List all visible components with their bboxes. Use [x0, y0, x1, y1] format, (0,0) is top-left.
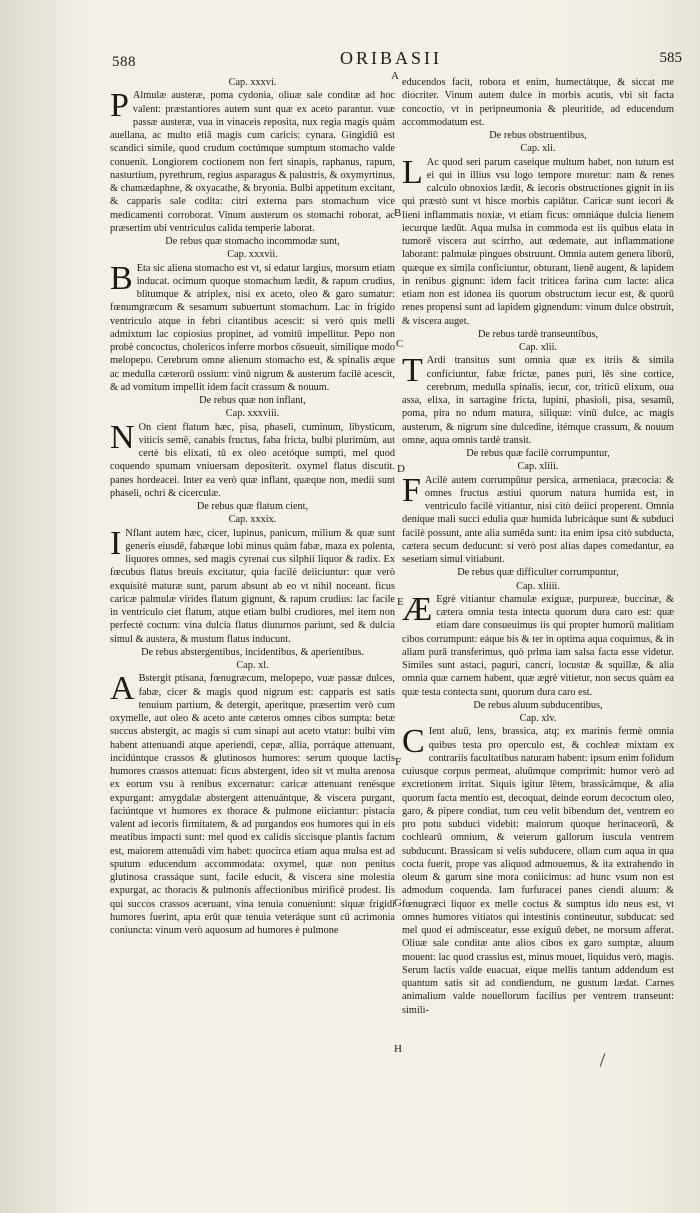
paragraph — [402, 471, 674, 567]
paragraph — [110, 418, 395, 501]
drop-cap: I — [110, 524, 122, 562]
paragraph — [402, 725, 674, 1017]
drop-cap: A — [110, 670, 135, 708]
chapter-heading: De rebus tardè transeuntibus, — [477, 328, 599, 340]
chapter-number: Cap. xlv. — [519, 713, 557, 724]
margin-letter: F — [395, 756, 402, 768]
chapter-number: Cap. xlii. — [518, 342, 558, 353]
drop-cap: L — [402, 153, 423, 191]
paragraph — [110, 524, 395, 646]
margin-letter: E — [397, 596, 404, 608]
margin-letter: B — [394, 207, 402, 219]
paragraph — [402, 590, 674, 699]
chapter-heading: De rebus abstergentibus, incidentibus, & aperientibus. — [141, 646, 364, 658]
drop-cap: C — [402, 723, 425, 761]
paragraph-text: Egrè vitiantur chamulæ exiguæ, purpureæ, buccinæ, & cætera omnia testa intecta quorum dura caro est: quæ etiam dare consueuimus iis qui propter humorū malitiam cibos corrumpunt: eáque bis & ter in optima aqua coquimus, & in aliam purā transferimus, quò prima iam salsa facta esse videtur. Similes sunt astaci, paguri, cancri, locustæ & squillæ, & alia omnia quæ carnem habent, quæ ægrè vitietur, non secus quàm ea quæ testa contecta sunt, quorum dura caro est. — [402, 593, 674, 698]
chapter-heading: De rebus obstruentibus, — [489, 130, 587, 141]
paragraph — [110, 89, 395, 235]
margin-letter: G — [394, 897, 402, 909]
chapter-heading: De rebus aluum subducentibus, — [473, 699, 603, 711]
chapter-number: Cap. xxxviii. — [225, 408, 280, 420]
drop-cap: F — [402, 471, 421, 509]
chapter-heading: De rebus quæ flatum cient, — [196, 501, 309, 512]
page-number-right: 585 — [659, 50, 682, 66]
drop-cap: N — [110, 418, 135, 456]
paragraph-text: Nflant autem hæc, cicer, lupinus, panicum, milium & quæ sunt generis eiusdē, fabæque lobi minus quàm fabæ, maza ex polenta, liquores omnes, sed magis cyrenai cus silphii liquor & radix. Ex fœcubus flatus breuis excitatur, quia facilè deiiciuntur: quæ verò exquisitè maturæ sunt, parum absunt ab eo vt nihil noceant. ficus caricæ palmulæ virides flatum gignunt, & rapum crudius: lac facile in ventriculo ciet flatum, atque etiam bulbi crudiores, mel item non perfectè coctum: vina dulcia flatus diuturnos pariunt, sed & dulcia simul & austera, & mustum flatus inducunt. — [110, 527, 395, 645]
chapter-number: Cap. xxxix. — [228, 514, 277, 526]
gutter-shadow — [0, 0, 90, 1213]
margin-letter: D — [397, 463, 405, 475]
page-number-left: 588 — [112, 54, 136, 70]
paragraph-text: Ac quod seri parum caseique multum habet, non tutum est ei qui in illius vsu logo tempore moretur: nam & renes calculo obnoxios lædit, & iecoris obstructiones gignit in iis qui præstò sunt vt hisce morbis capiātur. Caricæ sunt iecori & lieni inflammatis noxiæ, vt etiam ficus: omniáque dulcia lienem iecurque lædūt. Aqua mulsa in commoda est iis quibus elata in tumorē viscera aut scirrho, aut œdemate, aut inflammatione laborant: palmulæ pingues obstruunt. Omnia autem genera liborū, quæque ex simila conficiuntur, obturant, lienē augent, & lapidem in renibus gignunt: idem facit triticea farina cum lacte: alica etiam non est idonea iis quorum obstructum iecur est, & quorū renes propensi sunt ad lapidem gignendum: vinum dulce obstruit, & viscera auget. — [402, 156, 674, 327]
ink-mark — [600, 1053, 606, 1066]
chapter-heading: De rebus quæ non inflant, — [199, 395, 306, 406]
drop-cap: T — [402, 352, 423, 390]
paragraph-text: educendos facit, robora et enim, humectátque, & siccat me diocriter. Vinum autem dulce in morbis acutis, vbi sit facta concoctio, vt in peripneumonia & pleuritide, ad educendum accommodatum est. — [402, 77, 674, 128]
chapter-number: Cap. xliii. — [517, 461, 559, 473]
chapter-heading: De rebus quæ difficulter corrumpuntur, — [457, 567, 619, 579]
margin-letter: C — [396, 338, 404, 350]
drop-cap: B — [110, 259, 133, 297]
paragraph-text: Eta sic aliena stomacho est vt, si edatur largius, morsum etiam inducat. ocimum quoque stomachum lædit, & rapum crudius, blitumque & atriplex, nisi ex aceto, oleo & garo sumatur: fœnumgræcum & sesamum subuertunt stomachum. Lac in frigido ventriculo atque in febri citantibus acescit: si verò quis melli admixtum lac copiosius propinet, ad vomitū impellitur. Pepo non probè concoctus, cholericos inferre morbos cōsueuit, similique modo melopepo. Cerebrum omne alienum stomacho est, & spinalis æque ac medulla cæterorū ossium: vinū nigrum & austerum facilè acescit, & ad vomitum impellit idem facit crassum & nouum. — [110, 262, 395, 393]
running-title: ORIBASII — [339, 48, 442, 68]
left-column — [110, 76, 395, 937]
paragraph-text: Almulæ austeræ, poma cydonia, oliuæ sale conditæ ad hoc valent: præstantiores autem sunt quæ ex aceto parantur. vuæ passæ austeræ, vua in vinaceis reposita, nux regia magis quàm auellana, ac multo etiâ magis cum caricis: cynara. Gingidiū est scandici simile, quod crudum coctúmque sumptum stomacho valde conuenit. Longiorem coctionem non fert sinapis, raphanus, rapum, nasturtium, pyrethrum, regius asparagus & palustris, & oxymyrtinus, & chamædaphne, & oxyacathe, & bryonia. Bulbi appetitum excitant, & capparis sale codita: citri externa pars stomachum vice medicamenti corroborat. Vinum austerum os stomachi roborat, ac præsertim ubi ventriculus calida temperie laborat. — [110, 90, 395, 234]
paragraph — [402, 354, 674, 447]
paragraph-text: Ient aluū, lens, brassica, atq; ex marinis fermè omnia quibus testa pro operculo est, & cochleæ mixtam ex contrariis facultatibus naturam habent: ipsum enim folidum cuiusque corpus permeat, aluūmque comprimit: humor verò ad excretionem irritat. Siquis igitur lētem, brassicámque, & alia quorum facta mentio est, decoquat, deinde eorum decoctum oleo, garo, & pipere condiat, tum ceu velit bibendum det, ventrem eo pro potu subduci videbit: maiorum quoque herinaceorū, & cochlearū omnium, & veterum gallorum iuscula ventrem subducunt. Brassicam si velis subducere, ollam cum aqua in qua cocta fuerit, prope vas aliquod admouemus, & ita extrahendo in oleum & garum sine mora coniicimus: ad hunc vsum non est admodum coquenda. Iam furfuracei panes ciendi aluum: & fœnugræci liquor ex melle coctus & sumptus ido neus est, vt omnes humores vitiatos qui intestinis contineutur, subducat: sed mel quod ei admisceatur, esse exiguū debet, ne morsum afferat. Oliuæ sale conditæ ante alios cibos ex garo sumptæ, aluum mouent: lac quod crassius est, minus mouet, liquidus verò, magis. Serum lactis valde euacuat, eique mellis tantum addendum est quantum satis sit ad condiendum, ne gustum lædat. Carnes animalium valde nouellorum facilius per ventrem transeunt: simili- — [402, 726, 674, 1016]
chapter-number: Cap. xxxvii. — [227, 249, 278, 261]
chapter-number: Cap. xliiii. — [516, 580, 560, 592]
chapter-number: Cap. xxxvi. — [228, 77, 277, 88]
margin-letter: H — [394, 1043, 402, 1055]
paragraph-text: Acilè autem corrumpūtur persica, armeniaca, præcocia: & omnes fructus æstiui quorum natura humida est, in ventriculo facilè vitiantur, nisi citò deiici properent. Omnia deníque mali succi edulia quæ humida lubricáque sunt & subduci facilè possunt, ante alia sumēda sunt: ita enim ipsa citò subducta, cætera secum deducunt: si verò post alias dapes comedantur, ea sesetiam simul vitiabunt. — [402, 474, 674, 565]
paragraph — [402, 76, 674, 129]
drop-cap: P — [110, 87, 129, 125]
paragraph-text: Ardi transitus sunt omnia quæ ex itriis & simila conficiuntur, fabæ frictæ, panes puri, lēs sine cortice, cerebrum, medulla spinalis, iecur, cor, triticū elixum, oua assa, elixa, in sartagine fricta, lupini, phasioli, pisa, sesamū, poma, pira no ndum matura, siliquæ: vinū dulce, ac magis austerum, & nigrum sine dulcedine, itémque crassum, & nouum omne, aqua omnis tardè transit. — [402, 355, 674, 446]
paragraph — [110, 672, 395, 937]
chapter-heading: De rebus quæ facilè corrumpuntur, — [466, 448, 610, 459]
paragraph-text: Bstergit ptisana, fœnugræcum, melopepo, vuæ passæ dulces, fabæ, cicer & magis quod nigrum est: capparis est satis tenuium partium, & detergit, aperítque, præsertim verò cum oxymelle, aut oleo & aceto ante cæteros omnes cibos sumpta: betæ succus abstergit, ac magis si cum sinapi aut aceto vtatur: bulbi vim habent attenuandi atque aperiendi, cepæ, allia, porráque attenuant, incidúntque crassos & glutinosos humores: serum quoque lactis humores crassos attenuat: ficus abstergent, ideo sit vt multa arenosa ex eorum vsu à renibus excernatur: caricæ attenuant renésque expurgant: amygdalæ abstergent attenuántque, & viscera purgant, faciúntque vt humores ex thorace & pulmone eiiciantur: pistacia valent ad iecoris firmitatem, & ad purgandos eos humores qui in eis meatibus impacti sunt: mel quod ex calidis siccisque plantis factum est, maiorem attenuādi vim habet: quocirca etiam aqua mulsa est ad sputum educendum accommodata: oxymel, quæ non penitus glutinosa crassáque sunt, facile educit, & viscera sine molestia expurgat, ac thoracis & pulmonis affectionibus mirificè prodest. Iis qui succos crassos aceruant, vina tenuia conueniunt: siquæ frigidi humores fuerint, apta erūt quæ tenuia veteráque sunt cū acrimonia coniuncta: vinum verò aquosum ad humores è pulmone — [110, 673, 395, 936]
drop-cap: Æ — [402, 590, 433, 628]
page-header — [100, 48, 682, 72]
right-column — [402, 76, 674, 1017]
chapter-heading: De rebus quæ stomacho incommodæ sunt, — [165, 236, 340, 247]
paragraph — [110, 259, 395, 395]
margin-letter: A — [391, 70, 399, 82]
chapter-number: Cap. xl. — [236, 660, 269, 671]
paragraph-text: On cient flatum hæc, pisa, phaseli, cuminum, libysticum, viticis semē, canabis fructus, faba fricta, bulbi plurimùm, aut certè bis elixati, tū ex oleo acetóque sumpti, mel quod coquendo spumam vniuersam depositerit. oxymel flatus discutit. panes hordeacei. Inter ea verò quæ inflant, quæque non, medii sunt phaseli, ochri & cicerculæ. — [110, 421, 395, 499]
paragraph — [402, 153, 674, 328]
chapter-number: Cap. xli. — [520, 143, 556, 155]
